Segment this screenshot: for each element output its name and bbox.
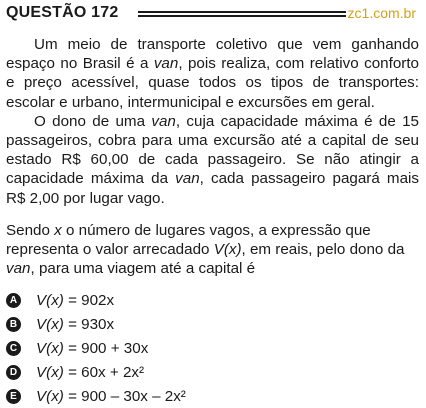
command-text: , para uma viagem até a capital é [30,260,256,278]
option-lhs: V(x) [36,291,64,309]
option-letter-badge[interactable]: E [6,389,21,404]
site-watermark: zc1.com.br [347,5,416,21]
stem-text: , cada passageiro pagará mais R$ 2,00 por lugar vago. [6,170,420,207]
command-italic: V(x) [213,241,242,259]
stem-text: , pois realiza, com relativo conforto e preço acessível, quase todos os tipos de transportes: escolar e urbano, intermunicipal e excursões em geral. [6,55,419,111]
option-b[interactable] [6,312,419,336]
stem-text: , cuja capacidade máxima é de 15 passageiros, cobra para uma excursão até a capital de seu estado R$ 60,00 de cada passageiro. Se não atingir a capacidade máxima da [6,112,419,188]
option-rhs: = 902x [63,291,115,309]
command-text: Sendo [6,222,55,239]
stem-paragraph-2 [6,112,419,208]
option-letter-badge[interactable]: C [6,341,21,356]
option-letter-badge[interactable]: B [6,317,21,332]
command-italic: x [54,222,62,239]
stem-italic: van [175,170,200,188]
stem-text: Um meio de transporte coletivo que vem ganhando espaço no Brasil é a [6,36,419,73]
stem-italic: van [151,112,176,130]
stem-italic: van [153,55,179,73]
question-stem [6,35,419,208]
command-italic: van [6,260,31,278]
question-header [6,3,420,23]
command-text: , em reais, pelo dono da [241,241,405,259]
option-lhs: V(x) [36,363,64,381]
header-rule-top [138,11,346,13]
header-rule-bottom [138,15,346,17]
option-lhs: V(x) [36,387,64,405]
option-rhs: = 900 – 30x – 2x² [63,387,186,405]
option-a[interactable] [6,288,419,312]
option-letter-badge[interactable]: D [6,365,21,380]
option-lhs: V(x) [36,315,64,333]
option-letter-badge[interactable]: A [6,293,21,308]
option-e[interactable] [6,384,419,408]
option-rhs: = 900 + 30x [63,339,149,357]
option-rhs: = 60x + 2x² [63,363,145,381]
question-label: QUESTÃO 172 [6,4,119,21]
stem-text: O dono de uma [34,112,152,130]
option-lhs: V(x) [36,339,64,357]
question-command [6,221,419,279]
stem-paragraph-1 [6,35,419,112]
command-text: o número de lugares vagos, a expressão que representa o valor arrecadado [6,222,371,259]
option-rhs: = 930x [63,315,115,333]
option-c[interactable] [6,336,419,360]
answer-options [6,288,419,408]
option-d[interactable] [6,360,419,384]
